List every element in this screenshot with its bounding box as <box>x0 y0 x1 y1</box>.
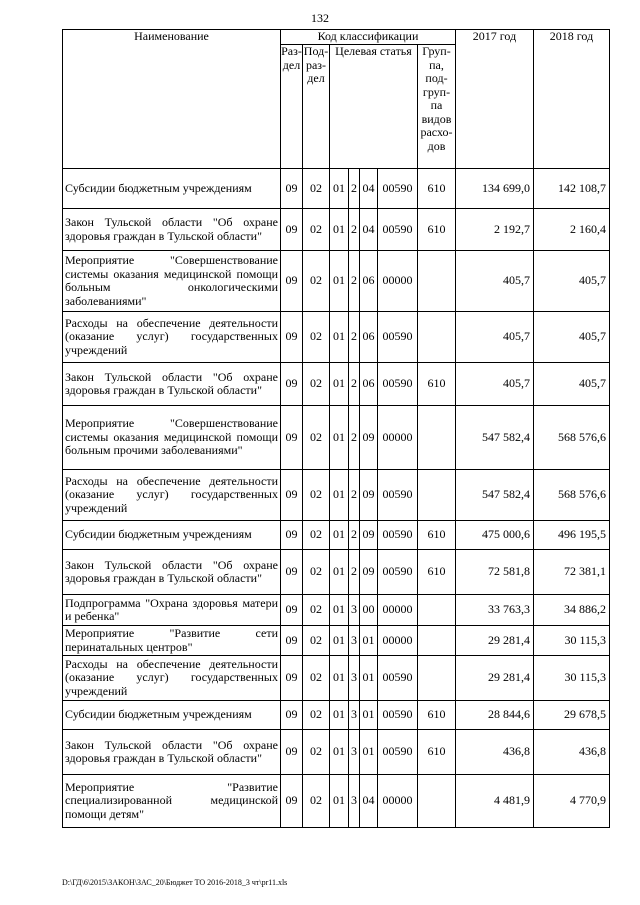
amount-2018: 405,7 <box>534 251 610 312</box>
target-code-program: 01 <box>330 406 349 470</box>
amount-2018: 142 108,7 <box>534 169 610 209</box>
target-code-event: 06 <box>360 312 378 363</box>
amount-2017: 405,7 <box>456 363 534 406</box>
target-code-program: 01 <box>330 251 349 312</box>
target-code-event: 09 <box>360 470 378 521</box>
subsection-code: 02 <box>303 595 330 626</box>
section-code: 09 <box>281 363 303 406</box>
target-code-program: 01 <box>330 701 349 730</box>
target-code-direction: 00590 <box>378 209 418 251</box>
section-code: 09 <box>281 209 303 251</box>
amount-2018: 405,7 <box>534 363 610 406</box>
section-code: 09 <box>281 730 303 775</box>
target-code-subprogram: 2 <box>349 470 360 521</box>
table-row <box>63 209 610 251</box>
header-2017: 2017 год <box>456 30 534 169</box>
target-code-event: 00 <box>360 595 378 626</box>
expense-group-code <box>418 312 456 363</box>
amount-2017: 4 481,9 <box>456 775 534 828</box>
target-code-program: 01 <box>330 363 349 406</box>
expense-group-code <box>418 406 456 470</box>
target-code-subprogram: 3 <box>349 775 360 828</box>
section-code: 09 <box>281 251 303 312</box>
amount-2018: 2 160,4 <box>534 209 610 251</box>
section-code: 09 <box>281 595 303 626</box>
amount-2017: 405,7 <box>456 251 534 312</box>
section-code: 09 <box>281 169 303 209</box>
amount-2018: 34 886,2 <box>534 595 610 626</box>
subsection-code: 02 <box>303 626 330 656</box>
subsection-code: 02 <box>303 701 330 730</box>
amount-2017: 436,8 <box>456 730 534 775</box>
target-code-event: 09 <box>360 521 378 550</box>
amount-2017: 2 192,7 <box>456 209 534 251</box>
table-row <box>63 363 610 406</box>
target-code-event: 04 <box>360 169 378 209</box>
row-name: Субсидии бюджетным учреждениям <box>63 169 281 209</box>
target-code-event: 01 <box>360 701 378 730</box>
target-code-program: 01 <box>330 656 349 701</box>
subsection-code: 02 <box>303 406 330 470</box>
expense-group-code <box>418 775 456 828</box>
section-code: 09 <box>281 701 303 730</box>
target-code-program: 01 <box>330 470 349 521</box>
section-code: 09 <box>281 775 303 828</box>
table-row <box>63 730 610 775</box>
expense-group-code <box>418 656 456 701</box>
expense-group-code <box>418 626 456 656</box>
expense-group-code: 610 <box>418 550 456 595</box>
subsection-code: 02 <box>303 521 330 550</box>
target-code-subprogram: 3 <box>349 730 360 775</box>
expense-group-code: 610 <box>418 730 456 775</box>
target-code-program: 01 <box>330 730 349 775</box>
target-code-subprogram: 3 <box>349 595 360 626</box>
page-number: 132 <box>311 11 329 25</box>
target-code-subprogram: 3 <box>349 626 360 656</box>
amount-2017: 28 844,6 <box>456 701 534 730</box>
section-code: 09 <box>281 550 303 595</box>
row-name: Расходы на обеспечение деятельности (оказание услуг) государственных учреждений <box>63 470 281 521</box>
header-section: Раз-дел <box>281 45 303 169</box>
target-code-program: 01 <box>330 521 349 550</box>
table-row <box>63 312 610 363</box>
section-code: 09 <box>281 656 303 701</box>
target-code-subprogram: 2 <box>349 251 360 312</box>
target-code-direction: 00000 <box>378 595 418 626</box>
target-code-subprogram: 2 <box>349 406 360 470</box>
target-code-program: 01 <box>330 209 349 251</box>
subsection-code: 02 <box>303 550 330 595</box>
amount-2018: 4 770,9 <box>534 775 610 828</box>
table-row <box>63 550 610 595</box>
target-code-program: 01 <box>330 595 349 626</box>
section-code: 09 <box>281 406 303 470</box>
table-row <box>63 521 610 550</box>
target-code-program: 01 <box>330 775 349 828</box>
subsection-code: 02 <box>303 312 330 363</box>
target-code-event: 06 <box>360 363 378 406</box>
section-code: 09 <box>281 312 303 363</box>
header-group: Груп-па, под-груп-па видов расхо-дов <box>418 45 456 169</box>
header-subsection: Под-раз-дел <box>303 45 330 169</box>
budget-table <box>62 29 610 828</box>
file-path-footer: D:\ГД\6\2015\ЗАКОН\ЗАС_20\Бюджет ТО 2016-2018_3 чт\pr11.xls <box>62 878 288 887</box>
target-code-program: 01 <box>330 550 349 595</box>
row-name: Мероприятие "Развитие сети перинатальных центров" <box>63 626 281 656</box>
header-2018: 2018 год <box>534 30 610 169</box>
row-name: Мероприятие "Развитие специализированной медицинской помощи детям" <box>63 775 281 828</box>
amount-2018: 72 381,1 <box>534 550 610 595</box>
row-name: Расходы на обеспечение деятельности (оказание услуг) государственных учреждений <box>63 312 281 363</box>
header-name: Наименование <box>63 30 281 169</box>
expense-group-code: 610 <box>418 169 456 209</box>
target-code-event: 04 <box>360 209 378 251</box>
amount-2018: 405,7 <box>534 312 610 363</box>
target-code-direction: 00000 <box>378 775 418 828</box>
target-code-direction: 00590 <box>378 312 418 363</box>
section-code: 09 <box>281 626 303 656</box>
row-name: Закон Тульской области "Об охране здоровья граждан в Тульской области" <box>63 730 281 775</box>
subsection-code: 02 <box>303 775 330 828</box>
expense-group-code: 610 <box>418 701 456 730</box>
section-code: 09 <box>281 470 303 521</box>
table-row <box>63 701 610 730</box>
expense-group-code <box>418 595 456 626</box>
target-code-direction: 00000 <box>378 251 418 312</box>
target-code-event: 01 <box>360 656 378 701</box>
amount-2017: 405,7 <box>456 312 534 363</box>
expense-group-code: 610 <box>418 209 456 251</box>
table-row <box>63 775 610 828</box>
subsection-code: 02 <box>303 251 330 312</box>
header-target: Целевая статья <box>330 45 418 169</box>
table-row <box>63 470 610 521</box>
table-row <box>63 656 610 701</box>
target-code-event: 01 <box>360 730 378 775</box>
table-row <box>63 595 610 626</box>
subsection-code: 02 <box>303 209 330 251</box>
amount-2018: 30 115,3 <box>534 626 610 656</box>
amount-2018: 568 576,6 <box>534 406 610 470</box>
amount-2017: 134 699,0 <box>456 169 534 209</box>
header-code: Код классификации <box>281 30 456 45</box>
subsection-code: 02 <box>303 656 330 701</box>
target-code-event: 04 <box>360 775 378 828</box>
amount-2018: 496 195,5 <box>534 521 610 550</box>
subsection-code: 02 <box>303 363 330 406</box>
amount-2018: 29 678,5 <box>534 701 610 730</box>
target-code-event: 09 <box>360 550 378 595</box>
amount-2017: 475 000,6 <box>456 521 534 550</box>
row-name: Закон Тульской области "Об охране здоровья граждан в Тульской области" <box>63 550 281 595</box>
row-name: Расходы на обеспечение деятельности (оказание услуг) государственных учреждений <box>63 656 281 701</box>
target-code-direction: 00590 <box>378 169 418 209</box>
target-code-direction: 00590 <box>378 521 418 550</box>
target-code-program: 01 <box>330 626 349 656</box>
expense-group-code: 610 <box>418 363 456 406</box>
table-row <box>63 169 610 209</box>
amount-2017: 547 582,4 <box>456 406 534 470</box>
row-name: Субсидии бюджетным учреждениям <box>63 701 281 730</box>
amount-2018: 436,8 <box>534 730 610 775</box>
expense-group-code <box>418 470 456 521</box>
amount-2017: 547 582,4 <box>456 470 534 521</box>
target-code-direction: 00590 <box>378 656 418 701</box>
target-code-subprogram: 2 <box>349 363 360 406</box>
target-code-program: 01 <box>330 169 349 209</box>
table-body <box>63 169 610 828</box>
expense-group-code <box>418 251 456 312</box>
target-code-subprogram: 2 <box>349 521 360 550</box>
subsection-code: 02 <box>303 169 330 209</box>
row-name: Закон Тульской области "Об охране здоровья граждан в Тульской области" <box>63 209 281 251</box>
row-name: Субсидии бюджетным учреждениям <box>63 521 281 550</box>
amount-2018: 568 576,6 <box>534 470 610 521</box>
target-code-direction: 00000 <box>378 406 418 470</box>
subsection-code: 02 <box>303 470 330 521</box>
target-code-event: 01 <box>360 626 378 656</box>
row-name: Мероприятие "Совершенствование системы оказания медицинской помощи больным онкологическими заболеваниями" <box>63 251 281 312</box>
row-name: Подпрограмма "Охрана здоровья матери и ребенка" <box>63 595 281 626</box>
target-code-event: 09 <box>360 406 378 470</box>
target-code-subprogram: 2 <box>349 209 360 251</box>
amount-2018: 30 115,3 <box>534 656 610 701</box>
amount-2017: 72 581,8 <box>456 550 534 595</box>
section-code: 09 <box>281 521 303 550</box>
target-code-event: 06 <box>360 251 378 312</box>
amount-2017: 29 281,4 <box>456 656 534 701</box>
target-code-direction: 00000 <box>378 626 418 656</box>
row-name: Мероприятие "Совершенствование системы оказания медицинской помощи больным прочими заболеваниями" <box>63 406 281 470</box>
target-code-direction: 00590 <box>378 701 418 730</box>
target-code-subprogram: 2 <box>349 169 360 209</box>
target-code-direction: 00590 <box>378 363 418 406</box>
target-code-subprogram: 2 <box>349 550 360 595</box>
row-name: Закон Тульской области "Об охране здоровья граждан в Тульской области" <box>63 363 281 406</box>
amount-2017: 33 763,3 <box>456 595 534 626</box>
target-code-subprogram: 3 <box>349 701 360 730</box>
amount-2017: 29 281,4 <box>456 626 534 656</box>
target-code-direction: 00590 <box>378 550 418 595</box>
table-row <box>63 406 610 470</box>
target-code-direction: 00590 <box>378 730 418 775</box>
subsection-code: 02 <box>303 730 330 775</box>
target-code-direction: 00590 <box>378 470 418 521</box>
table-row <box>63 251 610 312</box>
target-code-subprogram: 3 <box>349 656 360 701</box>
expense-group-code: 610 <box>418 521 456 550</box>
target-code-subprogram: 2 <box>349 312 360 363</box>
target-code-program: 01 <box>330 312 349 363</box>
table-row <box>63 626 610 656</box>
